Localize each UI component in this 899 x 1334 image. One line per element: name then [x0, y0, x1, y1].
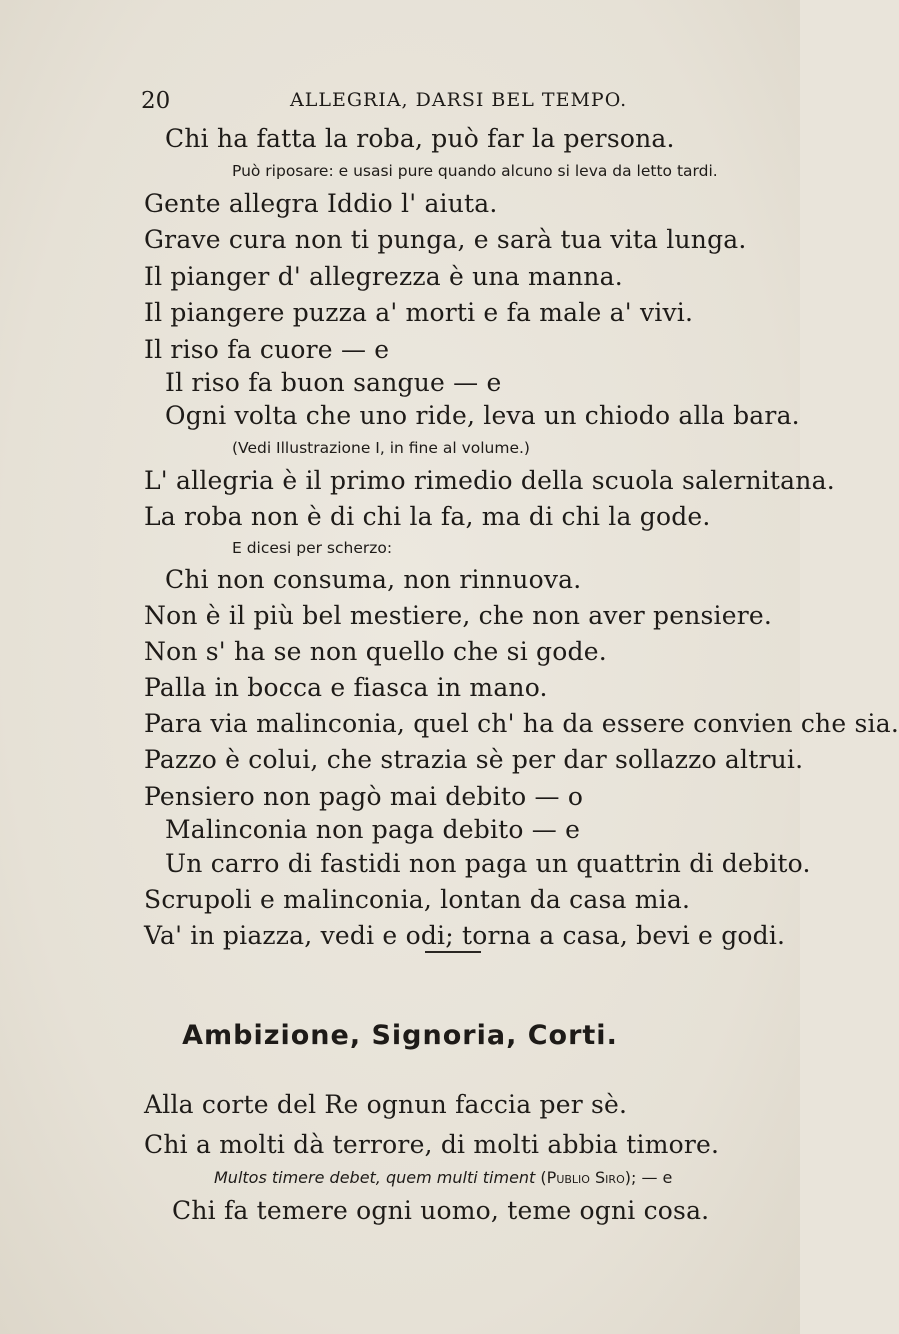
- section-title: Ambizione, Signoria, Corti.: [182, 1020, 618, 1051]
- proverb-line: Non è il più bel mestiere, che non aver pensiere.: [144, 601, 773, 630]
- proverb-line: Il riso fa buon sangue — e: [165, 368, 502, 397]
- proverb-line: Alla corte del Re ognun faccia per sè.: [144, 1090, 628, 1119]
- proverb-line: Para via malinconia, quel ch' ha da essere convien che sia.: [144, 709, 899, 738]
- proverb-line: Il pianger d' allegrezza è una manna.: [144, 262, 623, 291]
- page-number: 20: [141, 88, 171, 114]
- citation-tail: ; — e: [630, 1168, 673, 1187]
- proverb-line: Il riso fa cuore — e: [144, 335, 390, 364]
- proverb-line: Malinconia non paga debito — e: [165, 815, 581, 844]
- proverb-line: Ogni volta che uno ride, leva un chiodo alla bara.: [165, 401, 800, 430]
- proverb-line: L' allegria è il primo rimedio della scuola salernitana.: [144, 466, 835, 495]
- note-line: E dicesi per scherzo:: [232, 539, 393, 557]
- proverb-line: Pazzo è colui, che strazia sè per dar sollazzo altrui.: [144, 745, 804, 774]
- proverb-line: Il piangere puzza a' morti e fa male a' vivi.: [144, 298, 694, 327]
- proverb-line: Gente allegra Iddio l' aiuta.: [144, 189, 498, 218]
- proverb-line: Chi a molti dà terrore, di molti abbia timore.: [144, 1130, 720, 1159]
- proverb-line: Chi fa temere ogni uomo, teme ogni cosa.: [172, 1196, 710, 1225]
- proverb-line: Va' in piazza, vedi e odi; torna a casa, bevi e godi.: [144, 921, 786, 950]
- proverb-line: Chi non consuma, non rinnuova.: [165, 565, 582, 594]
- proverb-line: Pensiero non pagò mai debito — o: [144, 782, 584, 811]
- proverb-line: Palla in bocca e fiasca in mano.: [144, 673, 548, 702]
- section-divider: [425, 951, 481, 953]
- proverb-line: Non s' ha se non quello che si gode.: [144, 637, 607, 666]
- proverb-line: Scrupoli e malinconia, lontan da casa mia.: [144, 885, 691, 914]
- proverb-line: Un carro di fastidi non paga un quattrin di debito.: [165, 849, 811, 878]
- citation-author: (Publio Siro): [540, 1168, 631, 1187]
- latin-quote: Multos timere debet, quem multi timent: [214, 1168, 536, 1187]
- running-title: ALLEGRIA, DARSI BEL TEMPO.: [290, 89, 628, 111]
- proverb-line: Grave cura non ti punga, e sarà tua vita lunga.: [144, 225, 747, 254]
- proverb-line: Chi ha fatta la roba, può far la persona.: [165, 124, 675, 153]
- proverb-line: La roba non è di chi la fa, ma di chi la gode.: [144, 502, 711, 531]
- note-line: Può riposare: e usasi pure quando alcuno si leva da letto tardi.: [232, 162, 718, 180]
- latin-citation: [214, 1168, 672, 1187]
- note-line: (Vedi Illustrazione I, in fine al volume.): [232, 439, 530, 457]
